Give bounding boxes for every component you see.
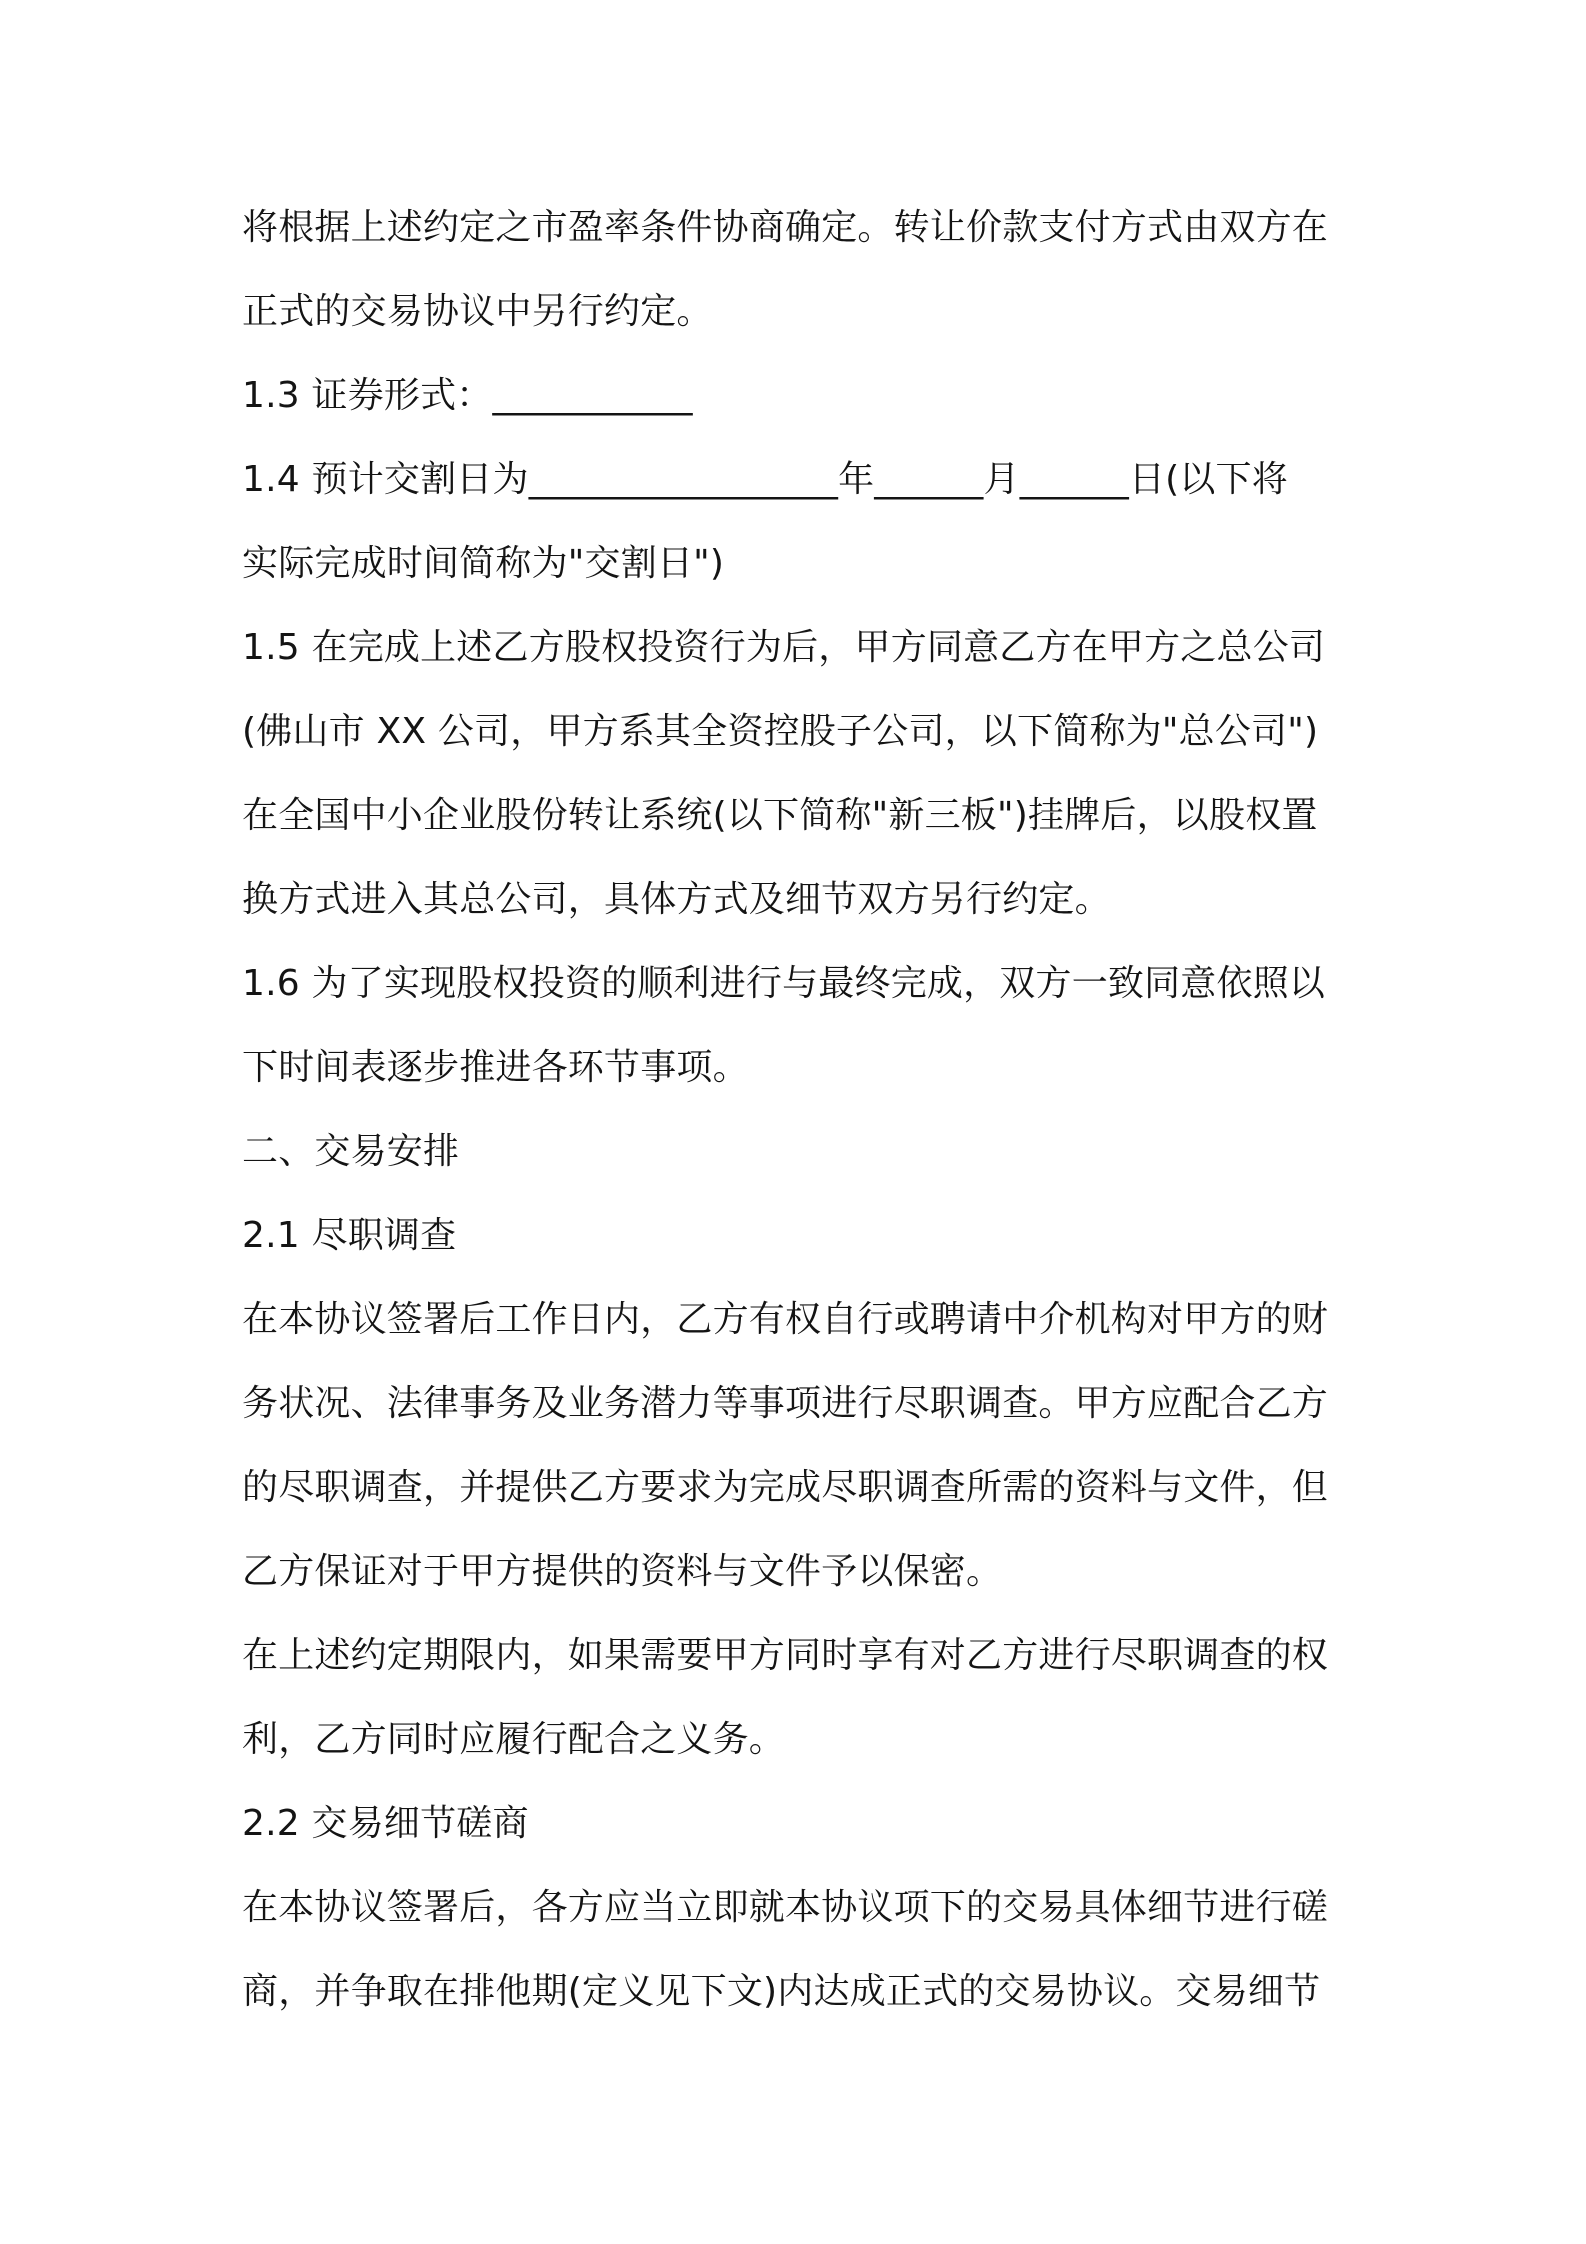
text-line: 下时间表逐步推进各环节事项。 [242,1047,749,1088]
clause-heading-2-2: 2.2 交易细节磋商 [242,1803,529,1844]
text-line: 乙方保证对于甲方提供的资料与文件予以保密。 [242,1551,1003,1592]
text-line: 在全国中小企业股份转让系统(以下简称"新三板")挂牌后，以股权置 [242,795,1318,836]
clause-1-5: 1.5 在完成上述乙方股权投资行为后，甲方同意乙方在甲方之总公司 [242,627,1326,668]
clause-heading-2-1: 2.1 尽职调查 [242,1215,457,1256]
text-line: 换方式进入其总公司，具体方式及细节双方另行约定。 [242,879,1111,920]
clause-1-6: 1.6 为了实现股权投资的顺利进行与最终完成，双方一致同意依照以 [242,963,1326,1004]
text-line: 利，乙方同时应履行配合之义务。 [242,1719,786,1760]
text-line: 商，并争取在排他期(定义见下文)内达成正式的交易协议。交易细节 [242,1971,1321,2012]
text-line: 在上述约定期限内，如果需要甲方同时享有对乙方进行尽职调查的权 [242,1635,1329,1676]
text-line: 在本协议签署后，各方应当立即就本协议项下的交易具体细节进行磋 [242,1887,1329,1928]
clause-1-3: 1.3 证券形式：___________ [242,375,693,416]
text-line: (佛山市 XX 公司，甲方系其全资控股子公司，以下简称为"总公司") [242,711,1319,752]
text-line: 正式的交易协议中另行约定。 [242,291,713,332]
text-line: 实际完成时间简称为"交割日") [242,543,725,584]
clause-1-4: 1.4 预计交割日为_________________年______月______日(以下将 [242,459,1288,500]
text-line: 的尽职调查，并提供乙方要求为完成尽职调查所需的资料与文件，但 [242,1467,1329,1508]
section-heading-2: 二、交易安排 [242,1131,460,1172]
text-line: 在本协议签署后工作日内，乙方有权自行或聘请中介机构对甲方的财 [242,1299,1329,1340]
text-line: 务状况、法律事务及业务潜力等事项进行尽职调查。甲方应配合乙方 [242,1383,1329,1424]
text-line: 将根据上述约定之市盈率条件协商确定。转让价款支付方式由双方在 [242,207,1329,248]
